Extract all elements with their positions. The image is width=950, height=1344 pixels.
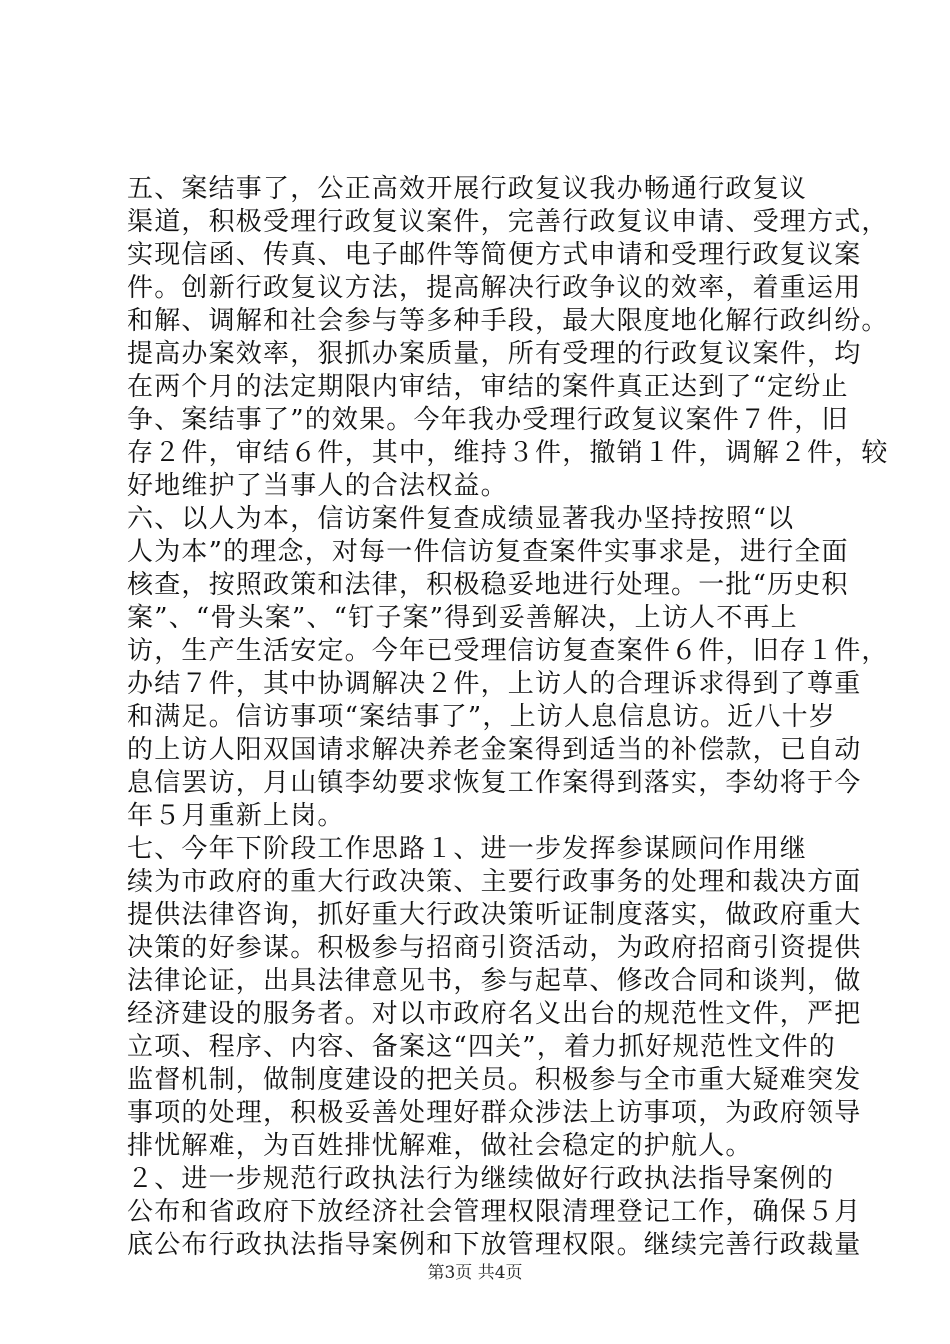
paragraph-line: 提供法律咨询，抓好重大行政决策听证制度落实，做政府重大 (127, 900, 862, 930)
paragraph-line: 好地维护了当事人的合法权益。 (127, 471, 508, 501)
paragraph-line: 监督机制，做制度建设的把关员。积极参与全市重大疑难突发 (127, 1065, 862, 1095)
paragraph-line: 渠道，积极受理行政复议案件，完善行政复议申请、受理方式， (127, 207, 889, 237)
paragraph-line: 的上访人阳双国请求解决养老金案得到适当的补偿款，已自动 (127, 735, 862, 765)
paragraph-line: 访，生产生活安定。今年已受理信访复查案件６件，旧存１件， (127, 636, 889, 666)
paragraph-line: 决策的好参谋。积极参与招商引资活动，为政府招商引资提供 (127, 933, 862, 963)
paragraph-line: 续为市政府的重大行政决策、主要行政事务的处理和裁决方面 (127, 867, 862, 897)
paragraph-line: 法律论证，出具法律意见书，参与起草、修改合同和谈判，做 (127, 966, 862, 996)
paragraph-line: 息信罢访，月山镇李幼要求恢复工作案得到落实，李幼将于今 (127, 768, 862, 798)
paragraph-line: 存２件，审结６件，其中，维持３件，撤销１件，调解２件，较 (127, 438, 889, 468)
paragraph-line: 经济建设的服务者。对以市政府名义出台的规范性文件，严把 (127, 999, 862, 1029)
paragraph-line: 办结７件，其中协调解决２件，上访人的合理诉求得到了尊重 (127, 669, 862, 699)
paragraph-line: 实现信函、传真、电子邮件等简便方式申请和受理行政复议案 (127, 240, 862, 270)
paragraph-line: 公布和省政府下放经济社会管理权限清理登记工作，确保５月 (127, 1197, 862, 1227)
paragraph-line: 六、以人为本，信访案件复查成绩显著我办坚持按照“以 (127, 504, 795, 534)
paragraph-line: 和解、调解和社会参与等多种手段，最大限度地化解行政纠纷。 (127, 306, 889, 336)
paragraph-line: 核查，按照政策和法律，积极稳妥地进行处理。一批“历史积 (127, 570, 849, 600)
paragraph-line: 七、今年下阶段工作思路１、进一步发挥参谋顾问作用继 (127, 834, 808, 864)
paragraph-line: 案”、“骨头案”、“钉子案”得到妥善解决，上访人不再上 (127, 603, 798, 633)
paragraph-line: 事项的处理，积极妥善处理好群众涉法上访事项，为政府领导 (127, 1098, 862, 1128)
paragraph-line: 年５月重新上岗。 (127, 801, 345, 831)
paragraph-line: 立项、程序、内容、备案这“四关”，着力抓好规范性文件的 (127, 1032, 836, 1062)
paragraph-line: 底公布行政执法指导案例和下放管理权限。继续完善行政裁量 (127, 1230, 862, 1260)
paragraph-line: 五、案结事了，公正高效开展行政复议我办畅通行政复议 (127, 174, 808, 204)
paragraph-line: 争、案结事了”的效果。今年我办受理行政复议案件７件，旧 (127, 405, 849, 435)
paragraph-line: 和满足。信访事项“案结事了”，上访人息信息访。近八十岁 (127, 702, 836, 732)
paragraph-line: 提高办案效率，狠抓办案质量，所有受理的行政复议案件，均 (127, 339, 862, 369)
paragraph-line: 件。创新行政复议方法，提高解决行政争议的效率，着重运用 (127, 273, 862, 303)
paragraph-line: ２、进一步规范行政执法行为继续做好行政执法指导案例的 (127, 1164, 835, 1194)
paragraph-line: 人为本”的理念，对每一件信访复查案件实事求是，进行全面 (127, 537, 849, 567)
page-footer: 第3页 共4页 (427, 1263, 523, 1283)
paragraph-line: 排忧解难，为百姓排忧解难，做社会稳定的护航人。 (127, 1131, 753, 1161)
paragraph-line: 在两个月的法定期限内审结，审结的案件真正达到了“定纷止 (127, 372, 849, 402)
